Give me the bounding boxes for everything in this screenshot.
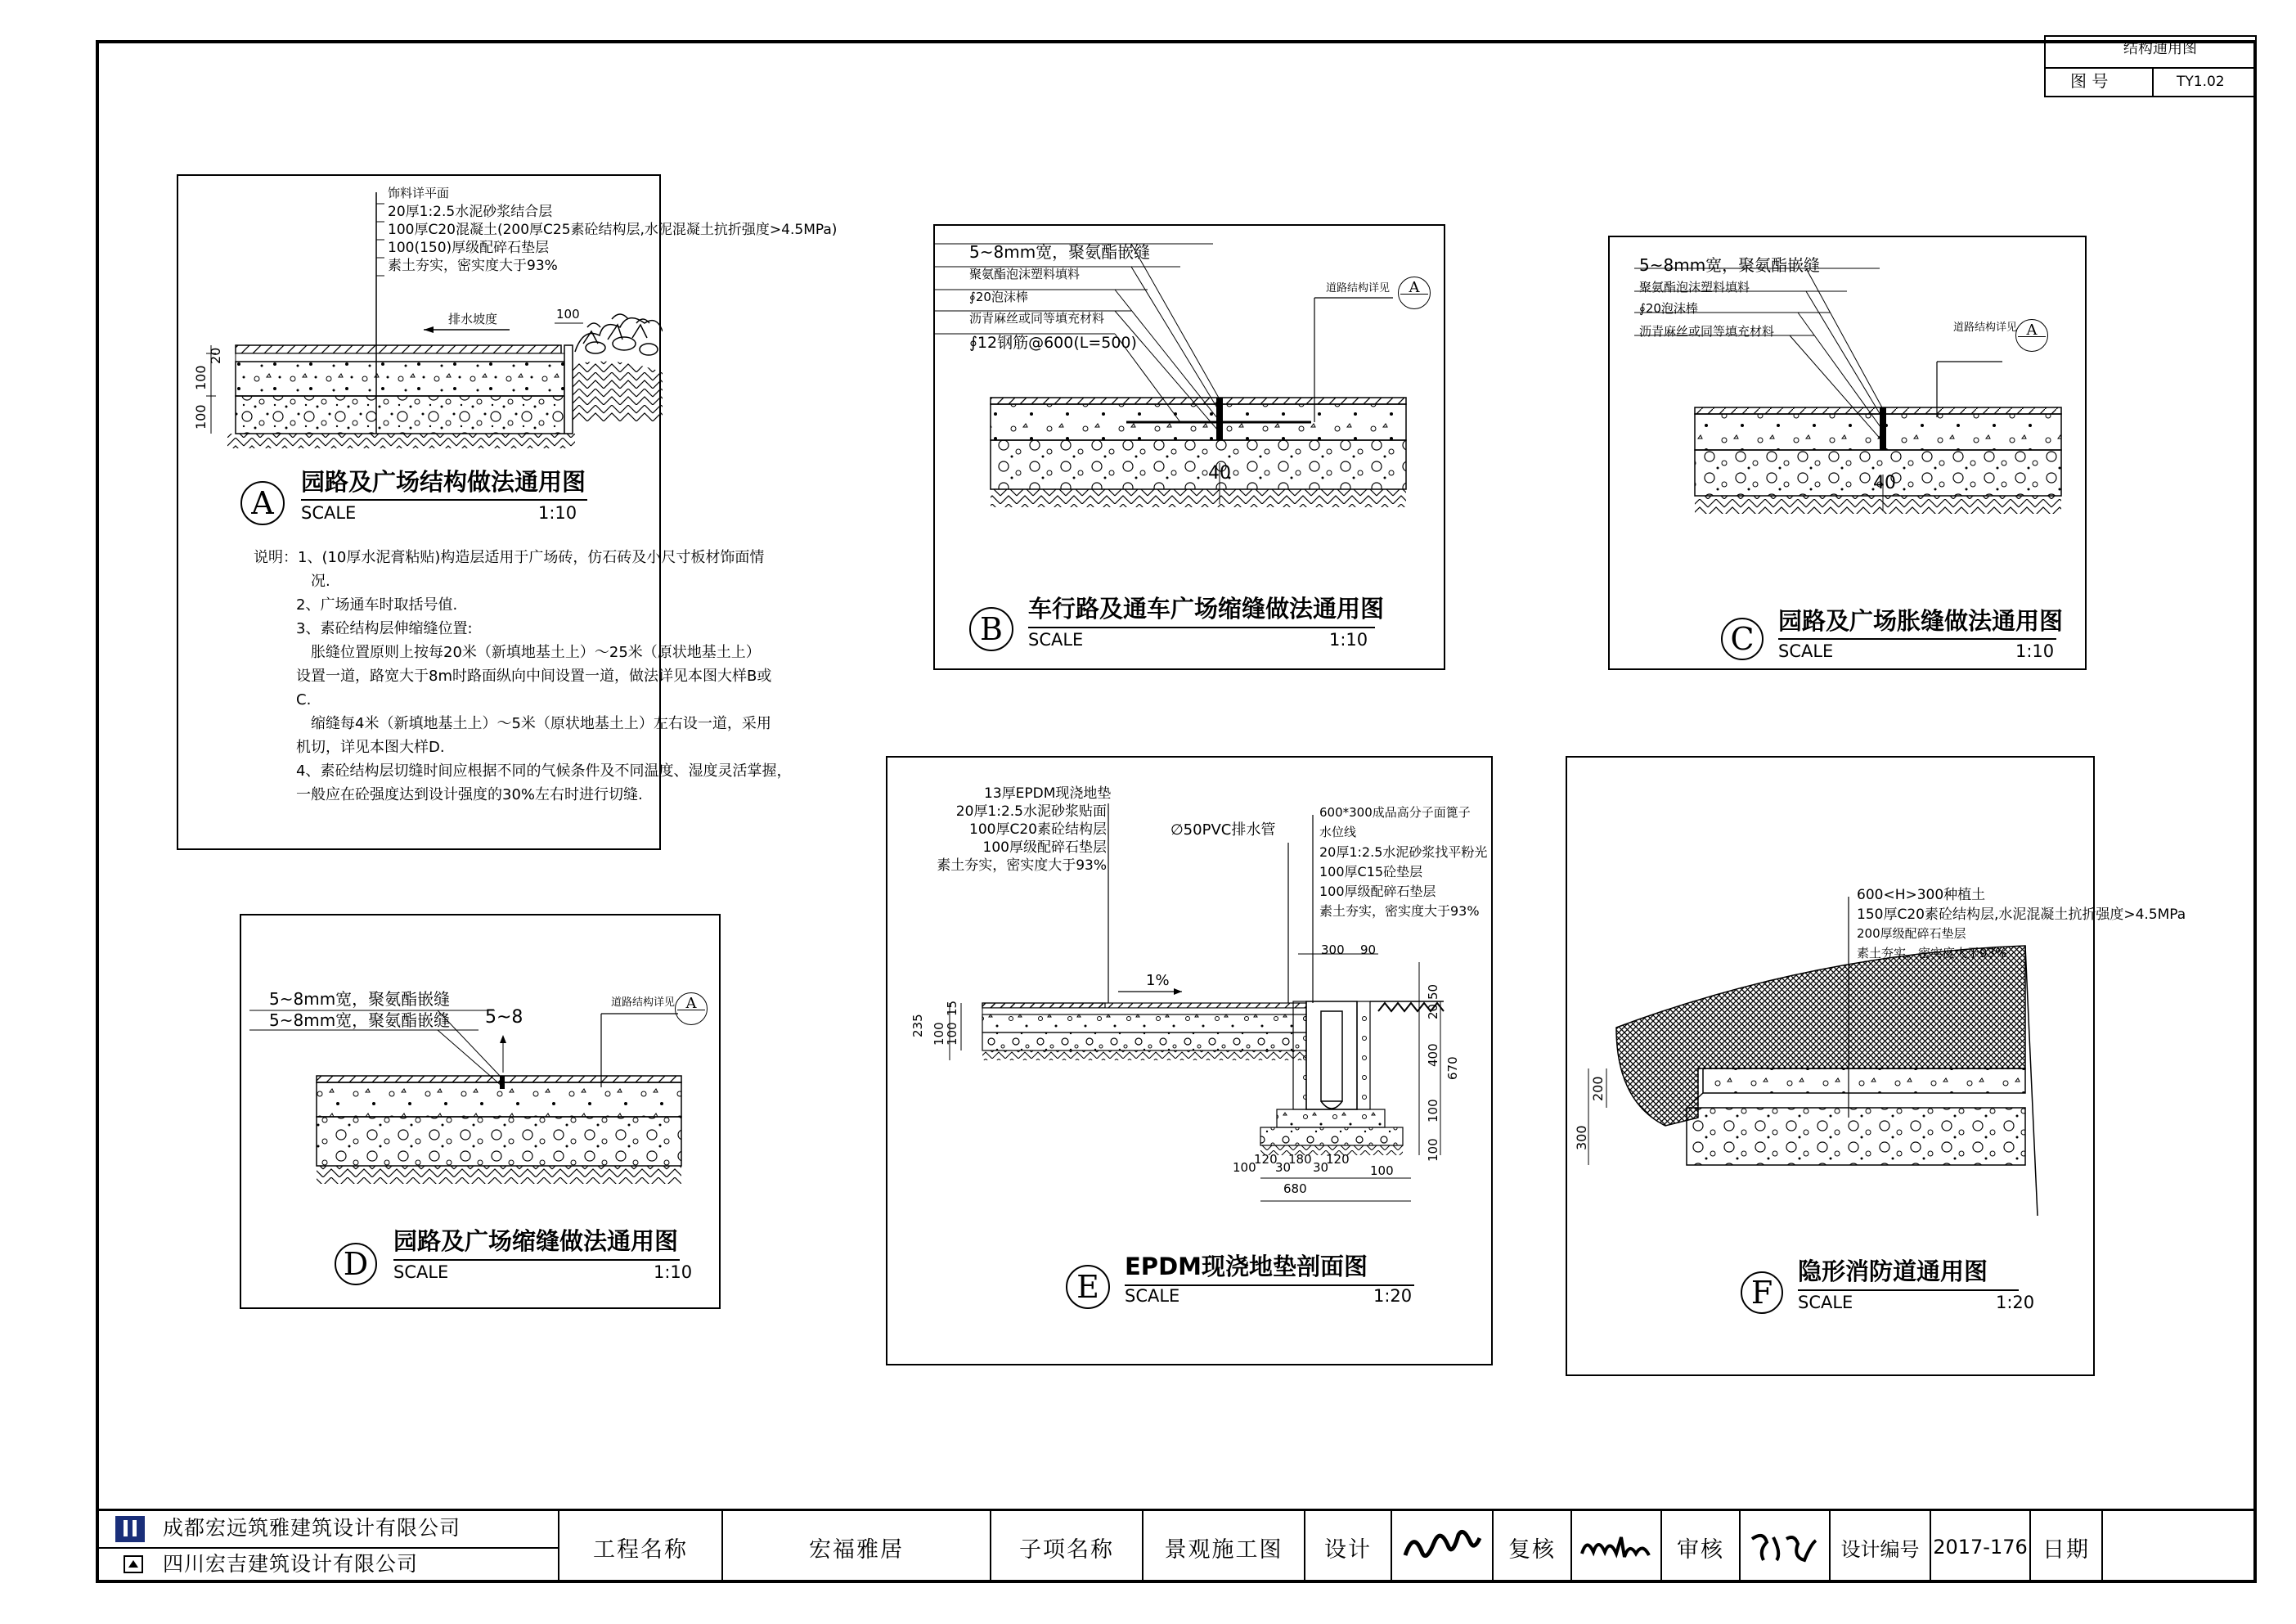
- note-line: 缩缝每4米（新填地基土上）～5米（原状地基土上）左右设一道，采用: [311, 715, 771, 732]
- dim-label: 30: [1275, 1160, 1292, 1175]
- callout-text: 饰料详平面: [388, 186, 450, 200]
- callout-text: 600*300成品高分子面篦子: [1319, 805, 1471, 820]
- callout-text: 素土夯实，密实度大于93%: [388, 258, 558, 274]
- project-label: 工程名称: [558, 1511, 721, 1583]
- callout-text: 13厚EPDM现浇地垫: [984, 785, 1112, 802]
- dim-label: 300: [1321, 942, 1345, 957]
- detail-b-title: 车行路及通车广场缩缝做法通用图: [1028, 595, 1385, 623]
- detail-e-title: EPDM现浇地垫剖面图: [1125, 1253, 1368, 1280]
- detail-f-marker: F: [1741, 1271, 1783, 1314]
- callout-text: 5~8mm宽，聚氨酯嵌缝: [269, 1010, 451, 1030]
- callout-text: 200厚级配碎石垫层: [1857, 926, 1966, 941]
- callout-text: 20厚1:2.5水泥砂浆贴面: [955, 803, 1107, 820]
- dim-label: 90: [1360, 942, 1377, 957]
- dim-label: 40: [1873, 473, 1896, 493]
- design-label: 设计: [1304, 1511, 1391, 1583]
- pipe-label: ∅50PVC排水管: [1170, 821, 1276, 839]
- dim-label: 100: [1370, 1163, 1394, 1178]
- callout-text: 100厚级配碎石垫层: [1319, 884, 1436, 899]
- detail-c-scale: 1:10: [2015, 641, 2055, 661]
- callout-text: 素土夯实，密实度大于93%: [1857, 946, 2007, 960]
- date-value: [2101, 1511, 2253, 1583]
- sheet-corner-block: [2044, 35, 2257, 97]
- dim-label: 20: [1426, 1003, 1440, 1019]
- callout-text: 沥青麻丝或同等填充材料: [1639, 324, 1775, 339]
- dim-label: 100: [556, 307, 580, 322]
- callout-text: 5~8mm宽，聚氨酯嵌缝: [269, 989, 451, 1009]
- detail-panel-e: [886, 756, 1493, 1365]
- dim-label: 40: [1208, 463, 1231, 484]
- callout-text: 聚氨酯泡沫塑料填料: [1639, 280, 1750, 295]
- project-name: 宏福雅居: [721, 1511, 990, 1583]
- callout-text: 水位线: [1319, 825, 1357, 839]
- dim-label: 180: [1288, 1152, 1312, 1167]
- ref-text: 道路结构详见: [611, 996, 676, 1009]
- scale-word: SCALE: [301, 503, 357, 523]
- dim-label: 100: [1233, 1160, 1256, 1175]
- callout-text: ∮20泡沫棒: [1639, 301, 1698, 316]
- callout-text: 100厚C20混凝土(200厚C25素砼结构层,水泥混凝土抗折强度>4.5MPa): [388, 222, 838, 238]
- dim-total: 680: [1283, 1181, 1307, 1196]
- dim-label: 670: [1445, 1056, 1460, 1080]
- detail-e-scale: 1:20: [1373, 1286, 1413, 1306]
- sheet-number: TY1.02: [2177, 74, 2225, 90]
- detail-e-marker: E: [1066, 1265, 1110, 1309]
- note-line: 一般应在砼强度达到设计强度的30%左右时进行切缝.: [296, 786, 643, 803]
- sheet-title: 结构通用图: [2123, 40, 2197, 57]
- ref-letter: A: [2026, 322, 2038, 339]
- scale-word: SCALE: [393, 1262, 449, 1282]
- ref-a-marker: [1398, 277, 1431, 309]
- subproject-name: 景观施工图: [1142, 1511, 1304, 1583]
- company-name-1: 成都宏远筑雅建筑设计有限公司: [163, 1516, 461, 1540]
- signature-icon: [1575, 1523, 1657, 1572]
- detail-d-marker: D: [335, 1243, 377, 1285]
- design-number-label: 设计编号: [1829, 1511, 1930, 1583]
- ref-a-marker: [2015, 319, 2048, 352]
- dim-label: 120: [1326, 1152, 1350, 1167]
- date-label: 日期: [2029, 1511, 2101, 1583]
- dim-label: 120: [1254, 1152, 1278, 1167]
- reviewer-signature: [1570, 1511, 1660, 1583]
- callout-text: 600<H>300种植土: [1857, 887, 1986, 903]
- note-line: 3、素砼结构层伸缩缝位置:: [296, 620, 473, 637]
- dim-label: 100: [1426, 1099, 1440, 1122]
- callout-text: 5~8mm宽，聚氨酯嵌缝: [1639, 255, 1821, 275]
- callout-text: 100厚C15砼垫层: [1319, 864, 1423, 879]
- note-line: C.: [296, 691, 312, 709]
- callout-text: 5~8mm宽，聚氨酯嵌缝: [969, 242, 1151, 262]
- detail-panel-d: [240, 914, 721, 1309]
- detail-panel-b: [933, 224, 1445, 670]
- ref-text: 道路结构详见: [1953, 322, 2018, 334]
- dim-label: 100: [932, 1022, 946, 1046]
- dim-label: 100: [1426, 1138, 1440, 1162]
- dim-label: 30: [1313, 1160, 1329, 1175]
- dim-label: 200: [1590, 1076, 1606, 1101]
- subproject-label: 子项名称: [990, 1511, 1142, 1583]
- note-line: 设置一道，路宽大于8m时路面纵向中间设置一道，做法详见本图大样B或: [296, 668, 772, 685]
- detail-d-title: 园路及广场缩缝做法通用图: [393, 1227, 679, 1255]
- dim-label: 100: [945, 1022, 959, 1046]
- slope-label: 1%: [1146, 972, 1170, 989]
- scale-word: SCALE: [1778, 641, 1834, 661]
- ref-a-marker: [675, 992, 708, 1025]
- detail-b-scale: 1:10: [1329, 630, 1368, 650]
- callout-text: 150厚C20素砼结构层,水泥混凝土抗折强度>4.5MPa: [1857, 906, 2186, 923]
- designer-signature: [1391, 1511, 1492, 1583]
- slope-label: 排水坡度: [448, 312, 498, 326]
- design-number: 2017-176: [1930, 1511, 2029, 1583]
- signature-icon: [1744, 1523, 1826, 1572]
- ref-letter: A: [1409, 279, 1420, 296]
- dim-label: 15: [945, 1000, 959, 1016]
- callout-text: 沥青麻丝或同等填充材料: [969, 311, 1105, 326]
- dim-label: 400: [1426, 1043, 1440, 1067]
- dim-label: 100: [193, 365, 209, 390]
- company-logo-icon: [124, 1555, 143, 1573]
- detail-b-marker: B: [969, 607, 1013, 651]
- dim-label: 235: [910, 1014, 925, 1037]
- ref-letter: A: [685, 995, 697, 1012]
- callout-text: 素土夯实，密实度大于93%: [937, 857, 1107, 874]
- ref-text: 道路结构详见: [1326, 282, 1391, 295]
- note-line: 机切，详见本图大样D.: [296, 739, 445, 756]
- callout-text: 100厚级配碎石垫层: [982, 839, 1107, 856]
- company-logo-icon: [115, 1516, 145, 1542]
- sheet-number-label: 图 号: [2070, 71, 2109, 91]
- callout-text: 20厚1:2.5水泥砂浆找平粉光: [1319, 844, 1488, 860]
- detail-f-title: 隐形消防道通用图: [1798, 1257, 1988, 1285]
- dim-label: 20: [208, 347, 223, 364]
- note-line: 4、素砼结构层切缝时间应根据不同的气候条件及不同温度、湿度灵活掌握，: [296, 763, 792, 780]
- title-block: [96, 1509, 2257, 1583]
- callout-text: 20厚1:2.5水泥砂浆结合层: [388, 204, 553, 220]
- note-line: 2、广场通车时取括号值.: [296, 596, 458, 614]
- detail-f-scale: 1:20: [1996, 1293, 2035, 1312]
- signature-icon: [1397, 1523, 1487, 1572]
- note-line: 况.: [311, 573, 330, 590]
- dim-label: 50: [1426, 983, 1440, 1000]
- dim-label: 300: [1574, 1125, 1589, 1150]
- callout-text: ∮20泡沫棒: [969, 290, 1028, 304]
- dim-label: 5~8: [485, 1007, 523, 1028]
- detail-a-scale: 1:10: [538, 503, 577, 523]
- detail-a-notes: [254, 546, 791, 807]
- callout-text: 100(150)厚级配碎石垫层: [388, 240, 550, 256]
- detail-panel-f: [1566, 756, 2186, 1376]
- callout-text: 素土夯实，密实度大于93%: [1319, 903, 1480, 919]
- dim-label: 100: [193, 404, 209, 430]
- note-line: 说明：1、(10厚水泥膏粘贴)构造层适用于广场砖，仿石砖及小尺寸板材饰面情: [254, 549, 765, 566]
- detail-d-scale: 1:10: [654, 1262, 693, 1282]
- auditor-signature: [1739, 1511, 1829, 1583]
- detail-a-title: 园路及广场结构做法通用图: [301, 468, 586, 496]
- audit-label: 审核: [1660, 1511, 1739, 1583]
- detail-c-marker: C: [1721, 618, 1764, 660]
- scale-word: SCALE: [1028, 630, 1084, 650]
- company-name-2: 四川宏吉建筑设计有限公司: [163, 1552, 419, 1576]
- callout-text: 聚氨酯泡沫塑料填料: [969, 267, 1081, 281]
- detail-panel-a: [177, 174, 838, 850]
- scale-word: SCALE: [1798, 1293, 1853, 1312]
- note-line: 胀缝位置原则上按每20米（新填地基土上）～25米（原状地基土上）: [311, 644, 761, 661]
- detail-c-title: 园路及广场胀缝做法通用图: [1778, 607, 2064, 635]
- scale-word: SCALE: [1125, 1286, 1180, 1306]
- review-label: 复核: [1492, 1511, 1570, 1583]
- detail-panel-c: [1608, 236, 2087, 670]
- detail-a-marker: A: [240, 481, 285, 525]
- callout-text: ∮12钢筋@600(L=500): [969, 334, 1137, 352]
- callout-text: 100厚C20素砼结构层: [969, 821, 1107, 838]
